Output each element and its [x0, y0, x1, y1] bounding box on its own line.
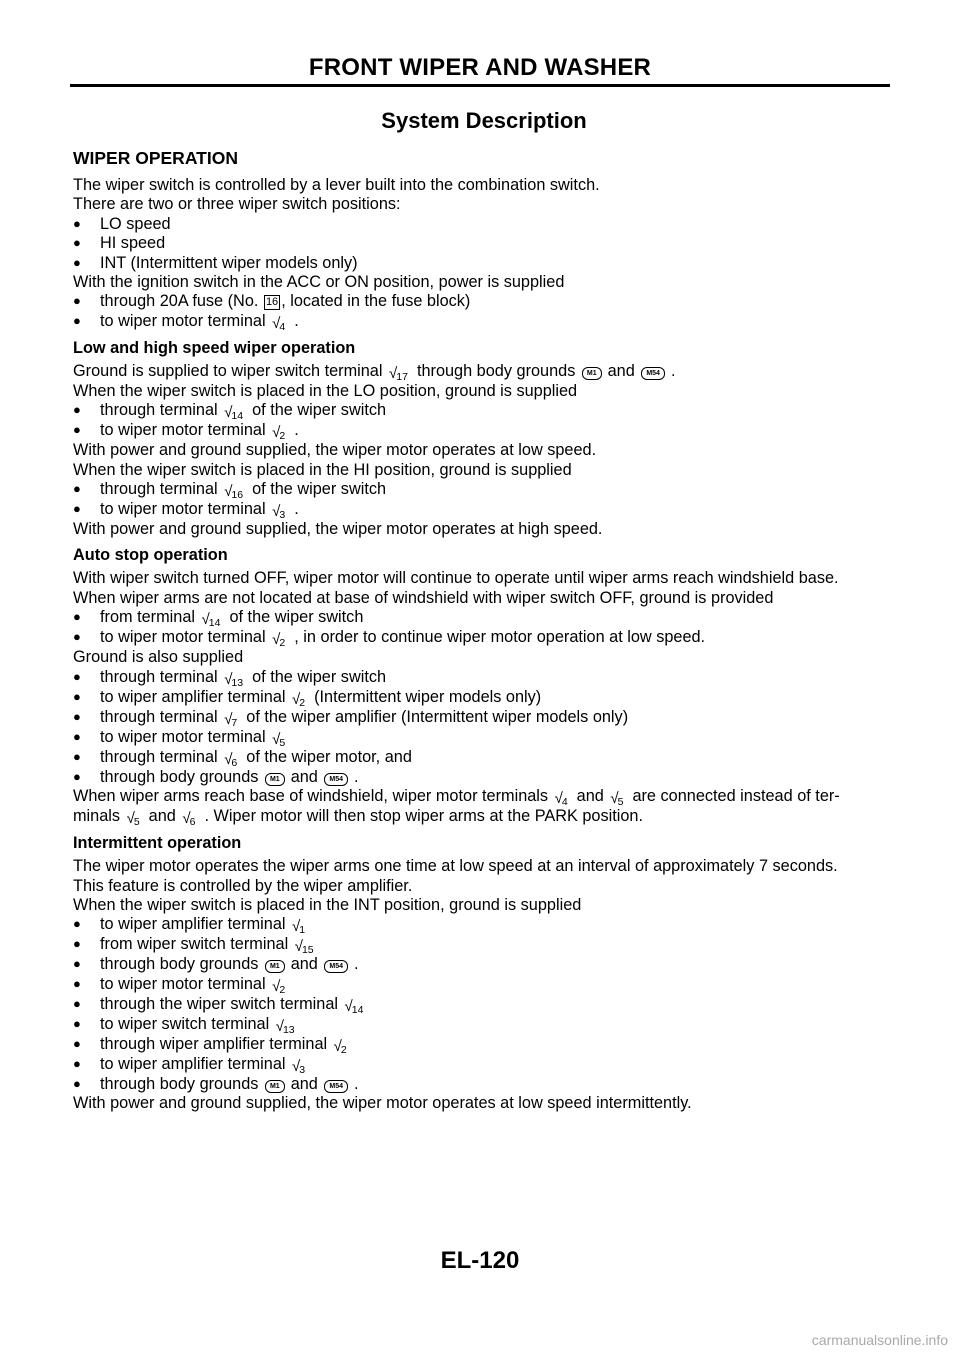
terminal-symbol: √ 6 — [224, 755, 237, 768]
bullet-icon — [73, 668, 100, 687]
subheading-low-high: Low and high speed wiper operation — [73, 338, 356, 357]
power-intro: With the ignition switch in the ACC or ON position, power is supplied — [73, 273, 565, 292]
bullet-icon — [73, 995, 100, 1014]
bullet-icon — [73, 292, 100, 311]
lo-intro: When the wiper switch is placed in the LO position, ground is supplied — [73, 381, 578, 400]
watermark: carmanualsonline.info — [811, 1332, 948, 1348]
list-item: ●to wiper motor terminal √ 5 — [73, 728, 895, 748]
list-item: ●through the wiper switch terminal √ 14 — [73, 995, 895, 1015]
list-item: ●to wiper motor terminal √ 4 . — [73, 312, 895, 332]
list-item: ●HI speed — [73, 234, 895, 253]
bullet-icon — [73, 628, 100, 647]
bullet-icon — [73, 955, 100, 974]
list-item: ●from terminal √ 14 of the wiper switch — [73, 608, 895, 628]
auto-stop-end-2: minals √ 5 and √ 6 . Wiper motor will then stop wiper arms at the PARK position. — [73, 807, 895, 827]
bullet-icon — [73, 254, 100, 273]
intermittent-result: With power and ground supplied, the wiper motor operates at low speed intermittently. — [73, 1094, 692, 1113]
bullet-icon — [73, 935, 100, 954]
list-item: ●through terminal √ 16 of the wiper switch — [73, 480, 895, 500]
bullet-icon — [73, 1075, 100, 1094]
terminal-symbol: √ 2 — [272, 982, 285, 995]
terminal-symbol: √ 5 — [272, 735, 285, 748]
terminal-symbol: √ 2 — [292, 695, 305, 708]
list-item: ●to wiper switch terminal √ 13 — [73, 1015, 895, 1035]
lo-result: With power and ground supplied, the wiper motor operates at low speed. — [73, 441, 597, 460]
page-number: EL-120 — [440, 1247, 520, 1274]
bullet-icon — [73, 234, 100, 253]
terminal-symbol: √ 17 — [389, 369, 408, 382]
terminal-symbol: √ 7 — [224, 715, 237, 728]
ground-symbol: M1 — [265, 773, 285, 786]
intro-line-2: There are two or three wiper switch positions: — [73, 195, 401, 214]
hi-intro: When the wiper switch is placed in the HI position, ground is supplied — [73, 460, 572, 479]
bullet-icon — [73, 500, 100, 519]
terminal-symbol: √ 2 — [272, 635, 285, 648]
list-item: ●from wiper switch terminal √ 15 — [73, 935, 895, 955]
list-item: ●through body grounds M1 and M54 . — [73, 768, 895, 787]
terminal-symbol: √ 13 — [224, 675, 243, 688]
list-item: ●through terminal √ 7 of the wiper amplifier (Intermittent wiper models only) — [73, 708, 895, 728]
list-item: ●through wiper amplifier terminal √ 2 — [73, 1035, 895, 1055]
bullet-icon — [73, 421, 100, 440]
list-item: ●to wiper amplifier terminal √ 2 (Intermittent wiper models only) — [73, 688, 895, 708]
bullet-icon — [73, 748, 100, 767]
terminal-symbol: √ 6 — [182, 814, 195, 827]
list-item: ●through terminal √ 6 of the wiper motor, and — [73, 748, 895, 768]
list-item: ●to wiper amplifier terminal √ 3 — [73, 1055, 895, 1075]
terminal-symbol: √ 3 — [292, 1062, 305, 1075]
bullet-icon — [73, 768, 100, 787]
page-header: FRONT WIPER AND WASHER — [308, 54, 652, 81]
list-item: ●to wiper motor terminal √ 2 — [73, 975, 895, 995]
intermittent-p1: The wiper motor operates the wiper arms one time at low speed at an interval of approximately 7 seconds. — [73, 857, 838, 876]
list-item: ●through body grounds M1 and M54 . — [73, 955, 895, 974]
list-item: ●to wiper motor terminal √ 2 , in order to continue wiper motor operation at low speed. — [73, 628, 895, 648]
subheading-auto-stop: Auto stop operation — [73, 546, 228, 565]
hi-result: With power and ground supplied, the wiper motor operates at high speed. — [73, 520, 603, 539]
terminal-symbol: √ 3 — [272, 507, 285, 520]
bullet-icon — [73, 312, 100, 331]
list-item: ●INT (Intermittent wiper models only) — [73, 254, 895, 273]
terminal-symbol: √ 5 — [610, 794, 623, 807]
ground-symbol: M54 — [324, 1080, 348, 1093]
terminal-symbol: √ 4 — [272, 319, 285, 332]
ground-symbol: M54 — [324, 960, 348, 973]
terminal-symbol: √ 13 — [276, 1022, 295, 1035]
bullet-icon — [73, 401, 100, 420]
list-item: ●through body grounds M1 and M54 . — [73, 1075, 895, 1094]
bullet-icon — [73, 708, 100, 727]
ground-symbol: M1 — [265, 1080, 285, 1093]
terminal-symbol: √ 14 — [224, 408, 243, 421]
intermittent-p3: When the wiper switch is placed in the INT position, ground is supplied — [73, 895, 582, 914]
intro-line-1: The wiper switch is controlled by a lever built into the combination switch. — [73, 176, 600, 194]
subheading-intermittent: Intermittent operation — [73, 834, 242, 853]
bullet-icon — [73, 688, 100, 707]
bullet-icon — [73, 728, 100, 747]
list-item: ●to wiper motor terminal √ 3 . — [73, 500, 895, 520]
list-item: ●to wiper motor terminal √ 2 . — [73, 421, 895, 441]
terminal-symbol: √ 16 — [224, 487, 243, 500]
bullet-icon — [73, 1035, 100, 1054]
ground-supply-line: Ground is supplied to wiper switch terminal √ 17 through body grounds M1 and M54 . — [73, 362, 895, 382]
terminal-symbol: √ 1 — [292, 922, 305, 935]
auto-stop-end-1: When wiper arms reach base of windshield, wiper motor terminals √ 4 and √ 5 are connected instead of ter- — [73, 787, 895, 807]
terminal-symbol: √ 2 — [334, 1042, 347, 1055]
intermittent-p2: This feature is controlled by the wiper amplifier. — [73, 876, 413, 895]
list-item: ●to wiper amplifier terminal √ 1 — [73, 915, 895, 935]
ground-symbol: M54 — [641, 367, 665, 380]
section-heading: WIPER OPERATION — [73, 148, 238, 168]
bullet-icon — [73, 975, 100, 994]
bullet-icon — [73, 215, 100, 234]
list-item: ●through terminal √ 14 of the wiper switch — [73, 401, 895, 421]
terminal-symbol: √ 14 — [202, 615, 221, 628]
ground-symbol: M1 — [582, 367, 602, 380]
bullet-icon — [73, 1015, 100, 1034]
auto-stop-p1: With wiper switch turned OFF, wiper motor will continue to operate until wiper arms reach windshield base. — [73, 569, 839, 588]
header-rule — [70, 84, 890, 87]
terminal-symbol: √ 2 — [272, 428, 285, 441]
bullet-icon — [73, 480, 100, 499]
auto-stop-p2: When wiper arms are not located at base of windshield with wiper switch OFF, ground is provided — [73, 588, 774, 607]
terminal-symbol: √ 5 — [127, 814, 140, 827]
bullet-icon — [73, 1055, 100, 1074]
list-item: ●through terminal √ 13 of the wiper switch — [73, 668, 895, 688]
ground-also: Ground is also supplied — [73, 648, 244, 667]
list-item: ●LO speed — [73, 215, 895, 234]
fuse-number-box: 16 — [265, 296, 279, 309]
page-title: System Description — [381, 108, 587, 133]
document-body — [73, 108, 895, 1114]
ground-symbol: M54 — [324, 773, 348, 786]
bullet-icon — [73, 608, 100, 627]
bullet-icon — [73, 915, 100, 934]
terminal-symbol: √ 15 — [295, 942, 314, 955]
terminal-symbol: √ 4 — [555, 794, 568, 807]
list-item: ●through 20A fuse (No. 16 , located in the fuse block) — [73, 292, 895, 311]
ground-symbol: M1 — [265, 960, 285, 973]
terminal-symbol: √ 14 — [345, 1002, 364, 1015]
